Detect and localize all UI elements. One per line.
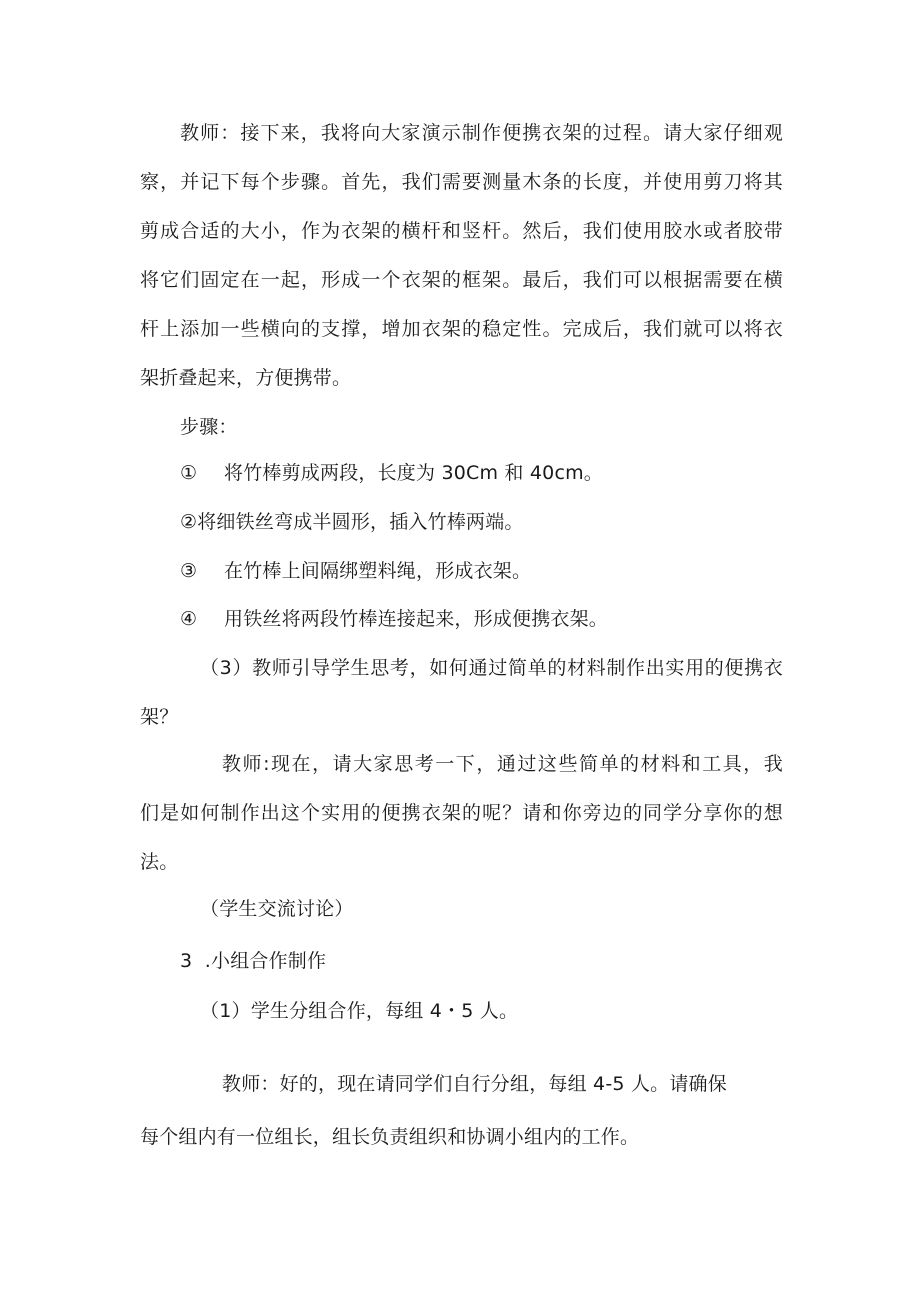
step-text: ②将细铁丝弯成半圆形，插入竹棒两端。 bbox=[180, 511, 524, 533]
step-text: 在竹棒上间隔绑塑料绳，形成衣架。 bbox=[224, 560, 532, 582]
para1-line-5: 杆上添加一些横向的支撑，增加衣架的稳定性。完成后，我们就可以将衣 bbox=[140, 318, 783, 340]
para3-line-2: 每个组内有一位组长，组长负责组织和协调小组内的工作。 bbox=[140, 1126, 640, 1148]
step-text: 将竹棒剪成两段，长度为 30Cm 和 40cm。 bbox=[224, 462, 604, 484]
step-number: ③ bbox=[180, 560, 198, 582]
step-item-1 bbox=[180, 460, 603, 486]
step-item-2 bbox=[180, 509, 524, 535]
para2-line-3: 法。 bbox=[140, 851, 179, 873]
discussion-note: （学生交流讨论） bbox=[200, 898, 354, 920]
step-number: ① bbox=[180, 462, 198, 484]
step-number: ④ bbox=[180, 608, 198, 630]
para1-line-6: 架折叠起来，方便携带。 bbox=[140, 367, 352, 389]
question-line-2: 架？ bbox=[140, 706, 179, 728]
para2-line-1: 教师:现在，请大家思考一下，通过这些简单的材料和工具，我 bbox=[222, 753, 783, 775]
step-item-4 bbox=[180, 606, 608, 632]
para1-line-3: 剪成合适的大小，作为衣架的横杆和竖杆。然后，我们使用胶水或者胶带 bbox=[140, 220, 783, 242]
step-item-3 bbox=[180, 558, 531, 584]
para1-line-4: 将它们固定在一起，形成一个衣架的框架。最后，我们可以根据需要在横 bbox=[140, 269, 783, 291]
section-3-sub: （1）学生分组合作，每组 4・5 人。 bbox=[200, 1000, 519, 1022]
para2-line-2: 们是如何制作出这个实用的便携衣架的呢？请和你旁边的同学分享你的想 bbox=[140, 802, 783, 824]
para3-line-1: 教师：好的，现在请同学们自行分组，每组 4-5 人。请确保 bbox=[222, 1073, 727, 1095]
para1-line-2: 察，并记下每个步骤。首先，我们需要测量木条的长度，并使用剪刀将其 bbox=[140, 171, 783, 193]
steps-heading: 步骤： bbox=[180, 416, 238, 438]
question-line-1: （3）教师引导学生思考，如何通过简单的材料制作出实用的便携衣 bbox=[200, 657, 783, 679]
section-3-title: 3 .小组合作制作 bbox=[180, 950, 327, 972]
step-text: 用铁丝将两段竹棒连接起来，形成便携衣架。 bbox=[224, 608, 609, 630]
para1-line-1: 教师：接下来，我将向大家演示制作便携衣架的过程。请大家仔细观 bbox=[180, 122, 783, 144]
